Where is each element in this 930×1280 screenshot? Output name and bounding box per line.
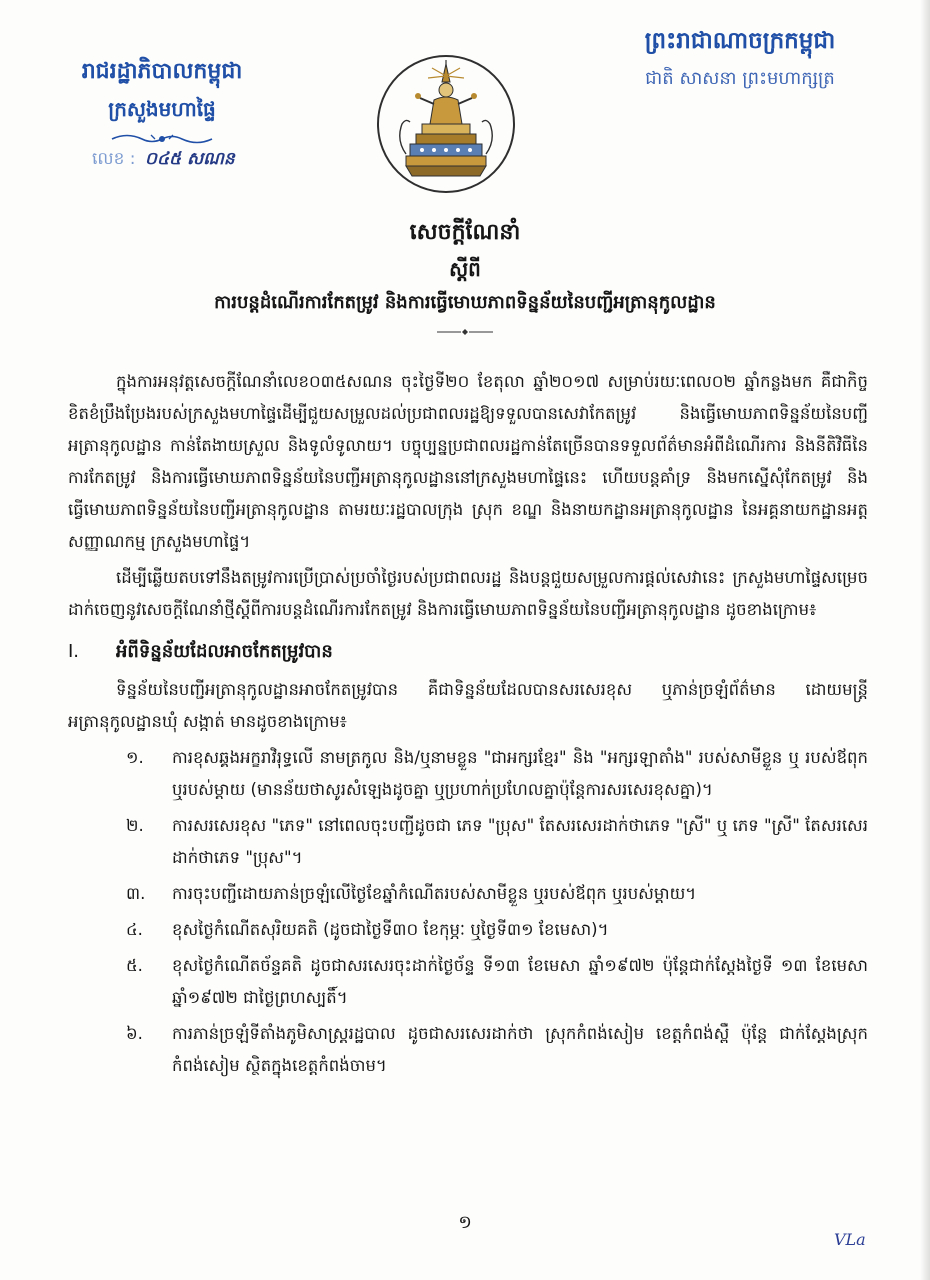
document-about-label: ស្ដីពី [449, 257, 481, 281]
ministry-emblem-icon [376, 54, 516, 194]
section-intro: ទិន្នន័យនៃបញ្ជីអត្រានុកូលដ្ឋានអាចកែតម្រូវបាន គឺជាទិន្នន័យដែលបានសរសេរខុស ឬភាន់ច្រឡំព័ត៌មាន ដោយមន្ត្រីអត្រានុកូលដ្ឋានឃុំ សង្កាត់ មានដូចខាងក្រោម៖ [68, 680, 868, 731]
list-item-number: ៣. [126, 884, 146, 903]
handwritten-note: VLa [834, 1230, 866, 1249]
header-right [590, 20, 890, 96]
kingdom-name: ព្រះរាជាណាចក្រកម្ពុជា [644, 28, 836, 54]
list-item-text: ការខុសឆ្គងអក្ខរាវិរុទ្ធលើ នាមត្រកូល និង/ឬនាមខ្លួន "ជាអក្សរខ្មែរ" និង "អក្សរឡាតាំង" របស់សាមីខ្លួន ឬ របស់ឪពុក ឬរបស់ម្ដាយ (មានន័យថាសូរសំឡេងដូចគ្នា ឬប្រហាក់ប្រហែលគ្នាប៉ុន្តែការសរសេរខុសគ្នា)។ [172, 748, 868, 799]
list-item-text: ការភាន់ច្រឡំទីតាំងភូមិសាស្ត្ររដ្ឋបាល ដូចជាសរសេរដាក់ថា ស្រុកកំពង់សៀម ខេត្តកំពង់ស្ពឺ ប៉ុន្តែ ជាក់ស្ដែងស្រុកកំពង់សៀម ស្ថិតក្នុងខេត្តកំពង់ចាម។ [172, 1024, 868, 1075]
reference-label: លេខ : [92, 149, 136, 169]
paragraph-intro: ក្នុងការអនុវត្តសេចក្ដីណែនាំលេខ០៣៥សណន ចុះថ្ងៃទី២០ ខែតុលា ឆ្នាំ២០១៧ សម្រាប់រយៈពេល០២ ឆ្នាំកន្លងមក គឺជាកិច្ចខិតខំប្រឹងប្រែងរបស់ក្រសួងមហាផ្ទៃដើម្បីជួយសម្រួលដល់ប្រជាពលរដ្ឋឱ្យទទួលបានសេវាកែតម្រូវ និងធ្វើមោឃភាពទិន្នន័យនៃបញ្ជីអត្រានុកូលដ្ឋាន កាន់តែងាយស្រួល និងទូលំទូលាយ។ បច្ចុប្បន្នប្រជាពលរដ្ឋកាន់តែច្រើនបានទទួលព័ត៌មានអំពីដំណើរការ និងនីតិវិធីនៃការកែតម្រូវ និងការធ្វើមោឃភាពទិន្នន័យនៃបញ្ជីអត្រានុកូលដ្ឋាននៅក្រសួងមហាផ្ទៃនេះ ហើយបន្តគាំទ្រ និងមកស្នើសុំកែតម្រូវ និងធ្វើមោឃភាពទិន្នន័យនៃបញ្ជីអត្រានុកូលដ្ឋាន តាមរយៈរដ្ឋបាលក្រុង ស្រុក ខណ្ឌ និងនាយកដ្ឋានអត្រានុកូលដ្ឋាន នៃអគ្គនាយកដ្ឋានអត្តសញ្ញាណកម្ម ក្រសួងមហាផ្ទៃ។ [68, 372, 868, 551]
ministry-name: ក្រសួងមហាផ្ទៃ [108, 97, 216, 121]
list-item-text: ខុសថ្ងៃកំណើតសុរិយគតិ (ដូចជាថ្ងៃទី៣០ ខែកុម្ភៈ ឬថ្ងៃទី៣១ ខែមេសា)។ [172, 920, 609, 939]
list-item-number: ២. [126, 816, 144, 835]
national-motto: ជាតិ សាសនា ព្រះមហាក្សត្រ [645, 68, 835, 89]
list-item [68, 810, 868, 874]
section-numeral: I. [68, 641, 80, 662]
title-divider-icon [435, 328, 495, 336]
document-body [68, 366, 868, 1086]
reference-number: ០៤៥ សណន [144, 149, 235, 169]
list-item [68, 950, 868, 1014]
list-item-text: ខុសថ្ងៃកំណើតច័ន្ទគតិ ដូចជាសរសេរចុះដាក់ថ្ងៃច័ន្ទ ទី១៣ ខែមេសា ឆ្នាំ១៩៧២ ប៉ុន្តែជាក់ស្ដែងថ្ងៃទី ១៣ ខែមេសា ឆ្នាំ១៩៧២ ជាថ្ងៃព្រហស្បតិ៍។ [172, 956, 868, 1007]
list-item [68, 878, 868, 910]
list-item-text: ការចុះបញ្ជីដោយភាន់ច្រឡំលើថ្ងៃខែឆ្នាំកំណើតរបស់សាមីខ្លួន ឬរបស់ឪពុក ឬរបស់ម្ដាយ។ [172, 884, 697, 903]
list-item-number: ១. [126, 748, 144, 767]
document-title: សេចក្ដីណែនាំ [409, 220, 521, 245]
header-left [52, 52, 272, 148]
page-edge-shadow [920, 0, 930, 1280]
document-title-block [60, 214, 870, 336]
list-item [68, 1018, 868, 1082]
page-number: ១ [458, 1212, 472, 1233]
document-subject: ការបន្តដំណើរការកែតម្រូវ និងការធ្វើមោឃភាពទិន្នន័យនៃបញ្ជីអត្រានុកូលដ្ឋាន [214, 292, 716, 313]
list-item-number: ៦. [126, 1024, 143, 1043]
list-item-number: ៥. [126, 956, 143, 975]
section-title: អំពីទិន្នន័យដែលអាចកែតម្រូវបាន [116, 641, 333, 662]
list-item [68, 742, 868, 806]
government-name: រាជរដ្ឋាភិបាលកម្ពុជា [81, 59, 243, 84]
list-item-text: ការសរសេរខុស "ភេទ" នៅពេលចុះបញ្ជីដូចជា ភេទ "ប្រុស" តែសរសេរដាក់ថាភេទ "ស្រី" ឬ ភេទ "ស្រី" តែសរសេរដាក់ថាភេទ "ប្រុស"។ [172, 816, 868, 867]
list-item [68, 914, 868, 946]
paragraph-purpose: ដើម្បីឆ្លើយតបទៅនឹងតម្រូវការប្រើប្រាស់ប្រចាំថ្ងៃរបស់ប្រជាពលរដ្ឋ និងបន្តជួយសម្រួលការផ្ដល់សេវានេះ ក្រសួងមហាផ្ទៃសម្រេចដាក់ចេញនូវសេចក្ដីណែនាំថ្មីស្ដីពីការបន្តដំណើរការកែតម្រូវ និងការធ្វើមោឃភាពទិន្នន័យនៃបញ្ជីអត្រានុកូលដ្ឋាន ដូចខាងក្រោម៖ [68, 568, 868, 619]
reference-line [92, 144, 235, 174]
section-heading [68, 634, 868, 670]
list-item-number: ៤. [126, 920, 143, 939]
